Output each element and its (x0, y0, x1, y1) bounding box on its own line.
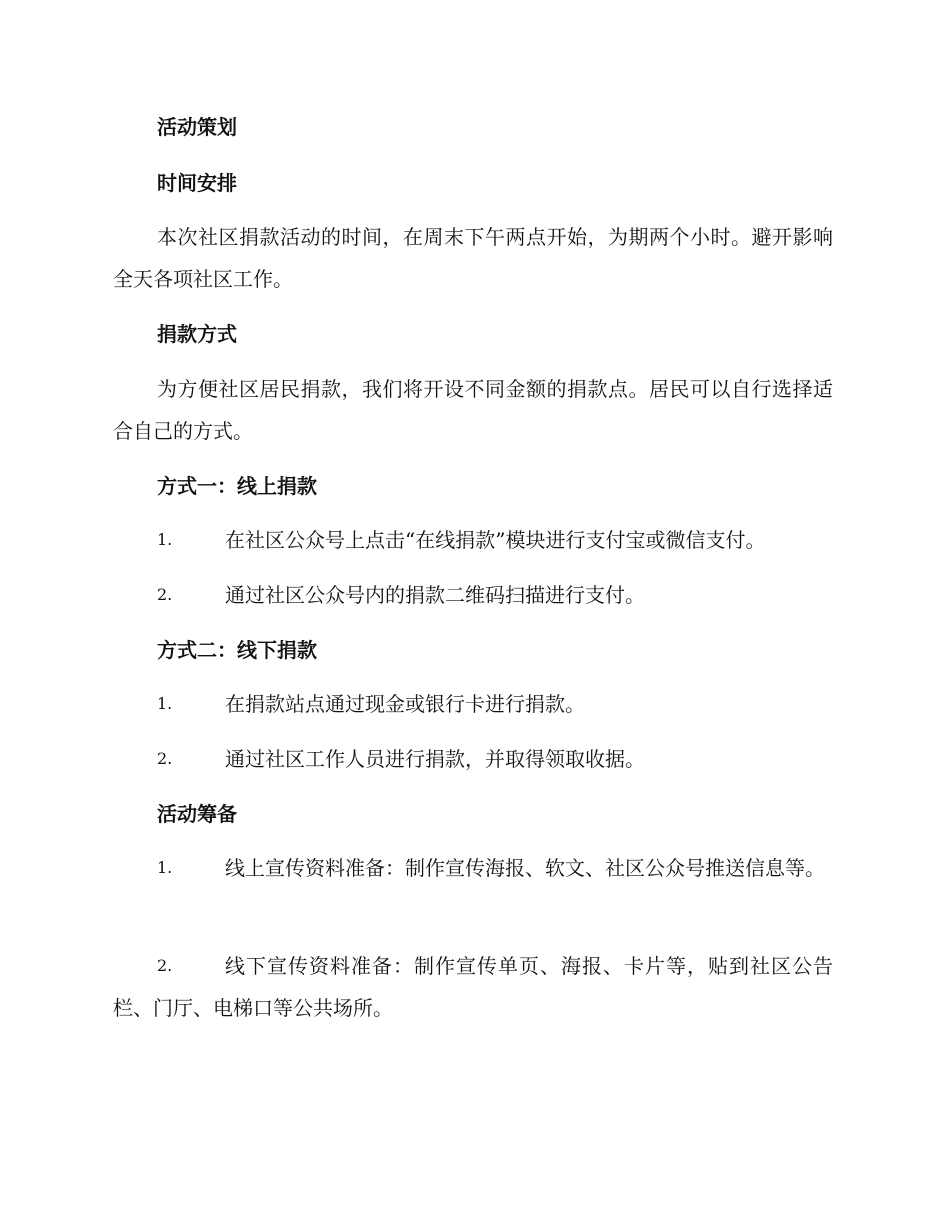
list-item-text: 线上宣传资料准备：制作宣传海报、软文、社区公众号推送信息等。 (225, 856, 825, 880)
list-item-number: 2. (157, 956, 173, 975)
list-item-text: 在社区公众号上点击“在线捐款”模块进行支付宝或微信支付。 (225, 528, 766, 552)
list-item (113, 519, 833, 561)
list-item-text: 线下宣传资料准备：制作宣传单页、海报、卡片等，贴到社区公告栏、门厅、电梯口等公共场所。 (113, 954, 833, 1020)
list-item-text: 通过社区工作人员进行捐款，并取得领取收据。 (225, 747, 645, 771)
section-heading-donation: 捐款方式 (157, 322, 237, 346)
list-item-number: 1. (157, 530, 173, 549)
section-heading-prep: 活动筹备 (157, 802, 237, 826)
list-item (113, 847, 833, 889)
donation-paragraph: 为方便社区居民捐款，我们将开设不同金额的捐款点。居民可以自行选择适合自己的方式。 (113, 377, 833, 443)
list-item (113, 945, 833, 1029)
list-item-number: 2. (157, 585, 173, 604)
list-item-text: 通过社区公众号内的捐款二维码扫描进行支付。 (225, 583, 645, 607)
list-item (113, 683, 833, 725)
section-heading-schedule: 时间安排 (157, 171, 237, 195)
list-item-number: 2. (157, 749, 173, 768)
list-item-text: 在捐款站点通过现金或银行卡进行捐款。 (225, 692, 585, 716)
list-item-number: 1. (157, 858, 173, 877)
list-item (113, 574, 833, 616)
page-title: 活动策划 (157, 115, 237, 139)
section-heading-offline: 方式二：线下捐款 (157, 638, 317, 662)
schedule-paragraph: 本次社区捐款活动的时间，在周末下午两点开始，为期两个小时。避开影响全天各项社区工作。 (113, 225, 833, 291)
section-heading-online: 方式一：线上捐款 (157, 474, 317, 498)
list-item-number: 1. (157, 694, 173, 713)
list-item (113, 738, 833, 780)
